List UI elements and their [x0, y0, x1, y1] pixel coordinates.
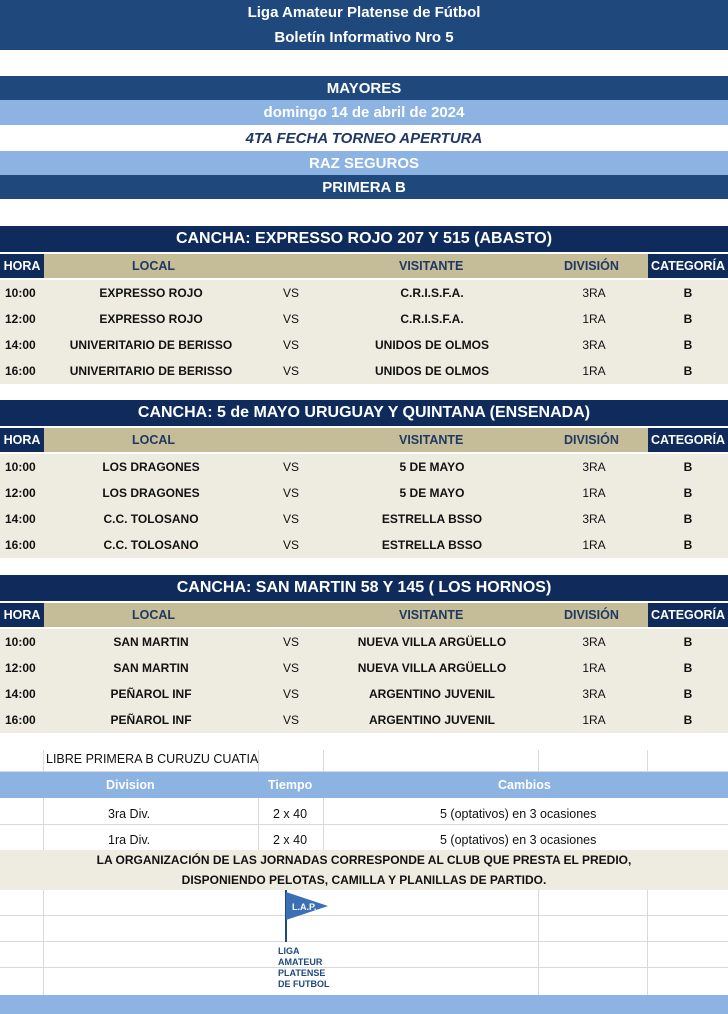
- cell-vs: VS: [282, 687, 299, 701]
- col-hora: HORA: [0, 428, 44, 452]
- table-row: [0, 454, 728, 480]
- cell-visitante: ARGENTINO JUVENIL: [368, 687, 495, 701]
- cell-local: SAN MARTIN: [113, 635, 189, 649]
- bulletin-title: Boletín Informativo Nro 5: [0, 25, 728, 50]
- cell-hora: 16:00: [5, 364, 36, 378]
- cell-categoria: B: [683, 312, 693, 326]
- cell-local: C.C. TOLOSANO: [103, 512, 199, 526]
- cell-division: 3RA: [582, 286, 606, 300]
- cell-visitante: C.R.I.S.F.A.: [400, 286, 464, 300]
- cell-local: EXPRESSO ROJO: [99, 312, 203, 326]
- rules-cell-tiempo: 2 x 40: [273, 807, 308, 821]
- logo-flag-text: L.A.P.: [292, 902, 317, 912]
- cell-vs: VS: [282, 512, 299, 526]
- cell-division: 1RA: [582, 538, 606, 552]
- cell-local: UNIVERITARIO DE BERISSO: [69, 364, 233, 378]
- note-line-2: DISPONIENDO PELOTAS, CAMILLA Y PLANILLAS DE PARTIDO.: [181, 873, 547, 887]
- cell-division: 1RA: [582, 364, 606, 378]
- logo-text: [278, 946, 330, 990]
- rules-cell-division: 3ra Div.: [108, 807, 151, 821]
- cell-visitante: ESTRELLA BSSO: [381, 538, 483, 552]
- col-visitante: VISITANTE: [399, 608, 464, 622]
- cell-vs: VS: [282, 661, 299, 675]
- table-header: [0, 428, 728, 452]
- col-local: LOCAL: [132, 259, 176, 273]
- table-row: [0, 707, 728, 733]
- col-visitante: VISITANTE: [399, 259, 464, 273]
- cell-vs: VS: [282, 286, 299, 300]
- note-line-1: LA ORGANIZACIÓN DE LAS JORNADAS CORRESPONDE AL CLUB QUE PRESTA EL PREDIO,: [96, 853, 632, 867]
- cell-division: 1RA: [582, 661, 606, 675]
- col-hora: HORA: [0, 603, 44, 627]
- cell-hora: 12:00: [5, 661, 36, 675]
- cell-hora: 12:00: [5, 312, 36, 326]
- cell-categoria: B: [683, 687, 693, 701]
- cell-local: UNIVERITARIO DE BERISSO: [69, 338, 233, 352]
- league-logo: [272, 888, 352, 996]
- table-row: [0, 332, 728, 358]
- cell-local: PEÑAROL INF: [110, 713, 192, 727]
- cell-vs: VS: [282, 364, 299, 378]
- table-row: [0, 280, 728, 306]
- cell-visitante: 5 DE MAYO: [399, 460, 465, 474]
- cell-division: 1RA: [582, 312, 606, 326]
- cell-vs: VS: [282, 486, 299, 500]
- rules-row: [0, 826, 728, 852]
- cell-hora: 14:00: [5, 687, 36, 701]
- cell-visitante: 5 DE MAYO: [399, 486, 465, 500]
- cell-hora: 16:00: [5, 713, 36, 727]
- col-categoria: CATEGORÍA: [648, 603, 728, 627]
- cell-division: 3RA: [582, 338, 606, 352]
- rules-col-cambios: Cambios: [498, 778, 551, 792]
- col-visitante: VISITANTE: [399, 433, 464, 447]
- cell-local: SAN MARTIN: [113, 661, 189, 675]
- cell-categoria: B: [683, 486, 693, 500]
- col-local: LOCAL: [132, 433, 176, 447]
- table-header: [0, 254, 728, 278]
- cell-visitante: ARGENTINO JUVENIL: [368, 713, 495, 727]
- rules-cell-division: 1ra Div.: [108, 833, 151, 847]
- cell-vs: VS: [282, 460, 299, 474]
- logo-line: PLATENSE: [278, 968, 326, 978]
- cell-vs: VS: [282, 635, 299, 649]
- cell-hora: 16:00: [5, 538, 36, 552]
- sponsor-band: RAZ SEGUROS: [0, 151, 728, 175]
- col-hora: HORA: [0, 254, 44, 278]
- cell-division: 1RA: [582, 486, 606, 500]
- table-row: [0, 532, 728, 558]
- libre-note: LIBRE PRIMERA B CURUZU CUATIA: [46, 752, 259, 766]
- venue-title: CANCHA: 5 de MAYO URUGUAY Y QUINTANA (ENSENADA): [0, 400, 728, 426]
- table-row: [0, 480, 728, 506]
- rules-row: [0, 800, 728, 826]
- rules-col-division: Division: [106, 778, 155, 792]
- cell-categoria: B: [683, 661, 693, 675]
- cell-visitante: NUEVA VILLA ARGÜELLO: [357, 635, 507, 649]
- col-division: DIVISIÓN: [564, 608, 619, 622]
- round-band: 4TA FECHA TORNEO APERTURA: [0, 125, 728, 151]
- col-division: DIVISIÓN: [564, 433, 619, 447]
- cell-visitante: C.R.I.S.F.A.: [400, 312, 464, 326]
- cell-division: 3RA: [582, 687, 606, 701]
- cell-local: EXPRESSO ROJO: [99, 286, 203, 300]
- logo-line: DE FUTBOL: [278, 979, 330, 989]
- organization-note: [0, 850, 728, 890]
- table-row: [0, 629, 728, 655]
- cell-local: LOS DRAGONES: [102, 486, 200, 500]
- cell-division: 3RA: [582, 635, 606, 649]
- cell-categoria: B: [683, 364, 693, 378]
- division-band: PRIMERA B: [0, 175, 728, 199]
- col-division: DIVISIÓN: [564, 259, 619, 273]
- cell-categoria: B: [683, 338, 693, 352]
- cell-visitante: ESTRELLA BSSO: [381, 512, 483, 526]
- cell-local: PEÑAROL INF: [110, 687, 192, 701]
- table-row: [0, 655, 728, 681]
- cell-categoria: B: [683, 460, 693, 474]
- rules-cell-cambios: 5 (optativos) en 3 ocasiones: [440, 833, 597, 847]
- col-categoria: CATEGORÍA: [648, 428, 728, 452]
- cell-vs: VS: [282, 312, 299, 326]
- cell-hora: 10:00: [5, 635, 36, 649]
- league-title: Liga Amateur Platense de Fútbol: [0, 0, 728, 25]
- cell-categoria: B: [683, 713, 693, 727]
- cell-division: 3RA: [582, 512, 606, 526]
- cell-hora: 10:00: [5, 460, 36, 474]
- logo-line: AMATEUR: [278, 957, 323, 967]
- cell-categoria: B: [683, 286, 693, 300]
- cell-categoria: B: [683, 512, 693, 526]
- rules-col-tiempo: Tiempo: [268, 778, 313, 792]
- cell-hora: 14:00: [5, 338, 36, 352]
- match-list: [0, 629, 728, 733]
- rules-cell-cambios: 5 (optativos) en 3 ocasiones: [440, 807, 597, 821]
- cell-hora: 12:00: [5, 486, 36, 500]
- table-header: [0, 603, 728, 627]
- cell-categoria: B: [683, 635, 693, 649]
- cell-hora: 10:00: [5, 286, 36, 300]
- category-band: MAYORES: [0, 76, 728, 100]
- cell-local: LOS DRAGONES: [102, 460, 200, 474]
- date-band: domingo 14 de abril de 2024: [0, 100, 728, 125]
- match-list: [0, 454, 728, 558]
- cell-division: 3RA: [582, 460, 606, 474]
- col-categoria: CATEGORÍA: [648, 254, 728, 278]
- logo-line: LIGA: [278, 946, 300, 956]
- venue-title: CANCHA: EXPRESSO ROJO 207 Y 515 (ABASTO): [0, 226, 728, 252]
- footer-band: [0, 995, 728, 1014]
- rules-header: [0, 772, 728, 798]
- cell-visitante: NUEVA VILLA ARGÜELLO: [357, 661, 507, 675]
- cell-local: C.C. TOLOSANO: [103, 538, 199, 552]
- table-row: [0, 358, 728, 384]
- table-row: [0, 506, 728, 532]
- table-row: [0, 306, 728, 332]
- cell-visitante: UNIDOS DE OLMOS: [374, 338, 489, 352]
- table-row: [0, 681, 728, 707]
- cell-vs: VS: [282, 338, 299, 352]
- rules-cell-tiempo: 2 x 40: [273, 833, 308, 847]
- cell-division: 1RA: [582, 713, 606, 727]
- cell-vs: VS: [282, 713, 299, 727]
- cell-categoria: B: [683, 538, 693, 552]
- cell-hora: 14:00: [5, 512, 36, 526]
- cell-visitante: UNIDOS DE OLMOS: [374, 364, 489, 378]
- venue-title: CANCHA: SAN MARTIN 58 Y 145 ( LOS HORNOS): [0, 575, 728, 601]
- cell-vs: VS: [282, 538, 299, 552]
- match-list: [0, 280, 728, 384]
- col-local: LOCAL: [132, 608, 176, 622]
